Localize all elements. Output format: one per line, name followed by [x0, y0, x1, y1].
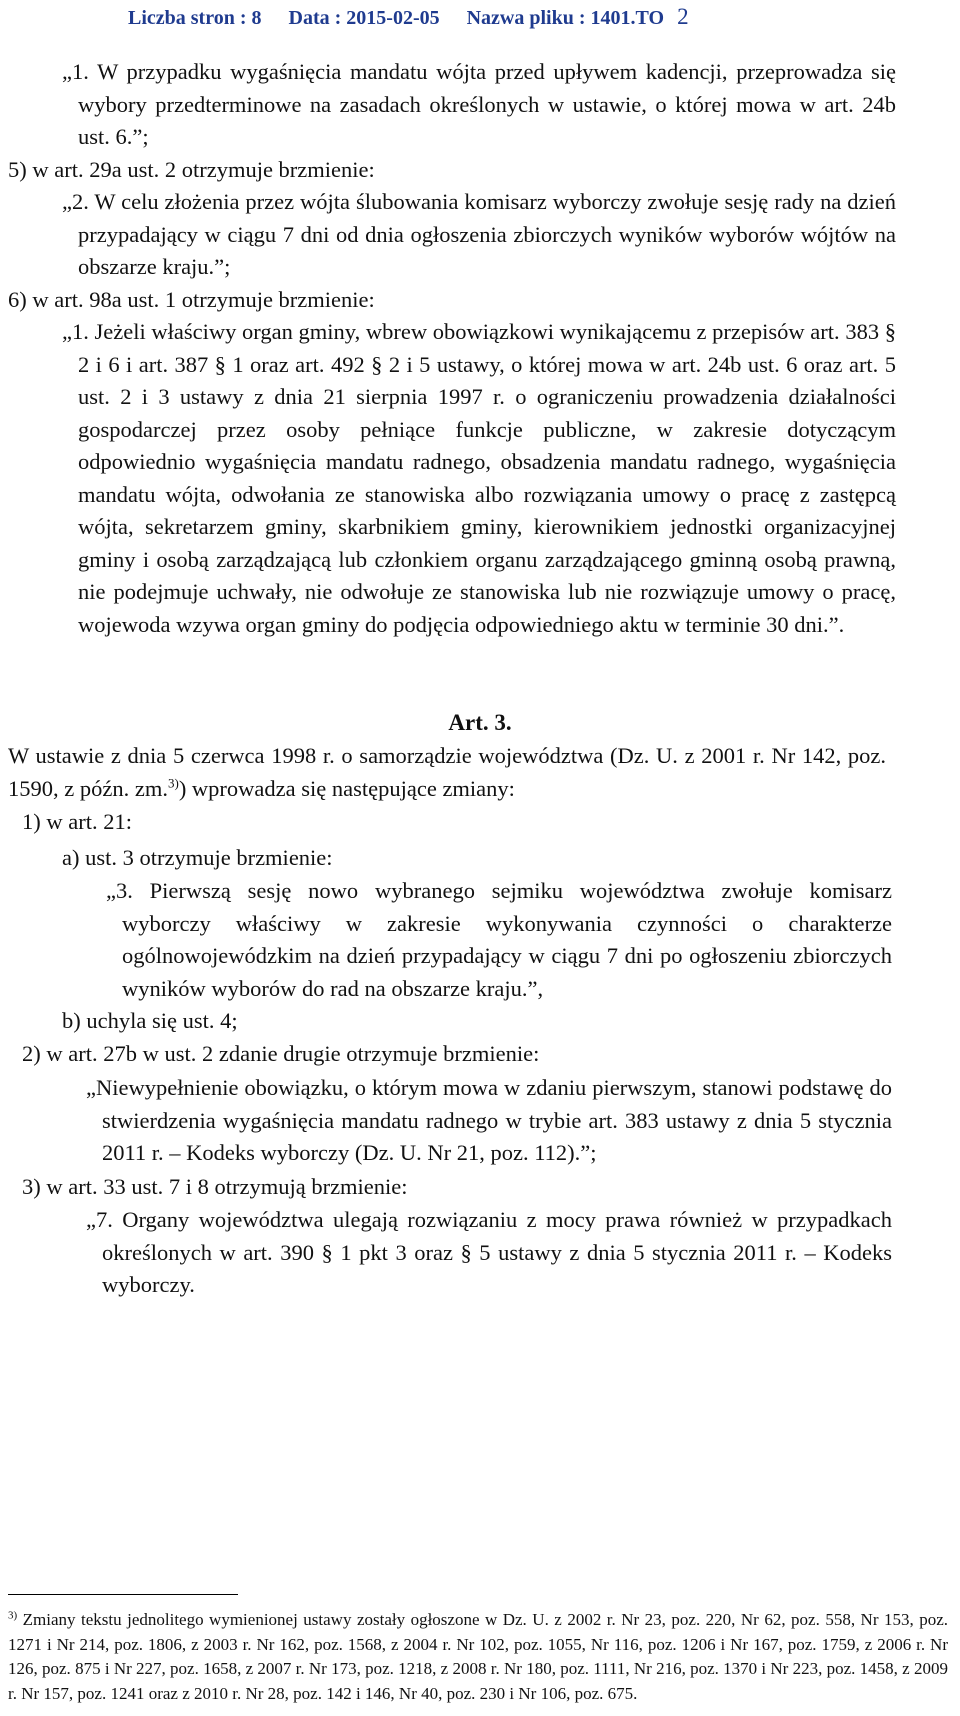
document-header	[128, 4, 940, 38]
file-name: Nazwa pliku : 1401.TO	[466, 7, 665, 29]
article-intro	[8, 740, 886, 805]
page-number: 2	[677, 4, 689, 29]
page-count: Liczba stron : 8	[128, 7, 262, 29]
paragraph-4: „3. Pierwszą sesję nowo wybranego sejmiku województwa zwołuje komisarz wyborczy właściwy w zakresie wykonywania czynności o charakterze ogólnowojewódzkim na dzień przypadający w ciągu 7 dni po ogłoszeniu zbiorczych wyników wyborów do rad na obszarze kraju.”,	[106, 878, 892, 1001]
footnote-mark: 3)	[8, 1609, 18, 1622]
paragraph-3: „1. Jeżeli właściwy organ gminy, wbrew obowiązkowi wynikającemu z przepisów art. 383 § 2 i 6 i art. 387 § 1 oraz art. 492 § 2 i 5 ustawy, o której mowa w art. 24b ust. 6 oraz art. 5 ust. 2 i 3 ustawy z dnia 21 sierpnia 1997 r. o ograniczeniu prowadzenia działalności gospodarczej przez osoby pełniące funkcje publiczne, w zakresie dotyczącym odpowiednio wygaśnięcia mandatu radnego, obsadzenia mandatu radnego, wygaśnięcia mandatu wójta, odwołania ze stanowiska albo rozwiązania umowy o pracę z zastępcą wójta, sekretarzem gminy, skarbnikiem gminy, kierownikiem jednostki organizacyjnej gminy i osobą zarządzającą lub członkiem organu zarządzającego gminną osobą prawną, nie podejmuje uchwały, nie odwołuje ze stanowiska lub nie rozwiązuje umowy o pracę, wojewoda wzywa organ gminy do podjęcia odpowiedniego aktu w terminie 30 dni.”.	[62, 319, 896, 637]
footnote-text: Zmiany tekstu jednolitego wymienionej ustawy zostały ogłoszone w Dz. U. z 2002 r. Nr 23, poz. 220, Nr 62, poz. 558, Nr 153, poz. 1271 i Nr 214, poz. 1806, z 2003 r. Nr 162, poz. 1568, z 2004 r. Nr 102, poz. 1055, Nr 116, poz. 1206 i Nr 167, poz. 1759, z 2006 r. Nr 126, poz. 875 i Nr 227, poz. 1658, z 2007 r. Nr 173, poz. 1218, z 2008 r. Nr 180, poz. 1111, Nr 216, poz. 1370 i Nr 223, poz. 1458, z 2009 r. Nr 157, poz. 1241 oraz z 2010 r. Nr 28, poz. 142 i 146, Nr 40, poz. 230 i Nr 106, poz. 675.	[8, 1610, 948, 1703]
paragraph-item-5: 5) w art. 29a ust. 2 otrzymuje brzmienie:	[8, 157, 375, 182]
article-intro-text-end: ) wprowadza się następujące zmiany:	[178, 775, 515, 801]
paragraph-1: „1. W przypadku wygaśnięcia mandatu wójta przed upływem kadencji, przeprowadza się wybory przedterminowe na zasadach określonych w ustawie, o której mowa w art. 24b ust. 6.”;	[62, 59, 896, 149]
document-date: Data : 2015-02-05	[288, 7, 440, 29]
item-2: 2) w art. 27b w ust. 2 zdanie drugie otrzymuje brzmienie:	[22, 1041, 540, 1066]
footnote-separator	[8, 1594, 238, 1595]
article-title: Art. 3.	[448, 710, 512, 735]
paragraph-2: „2. W celu złożenia przez wójta ślubowania komisarz wyborczy zwołuje sesję rady na dzień przypadający w ciągu 7 dni od dnia ogłoszenia zbiorczych wyników wyborów wójtów na obszarze kraju.”;	[62, 189, 896, 279]
footnote-reference[interactable]: 3)	[167, 775, 179, 790]
item-3: 3) w art. 33 ust. 7 i 8 otrzymują brzmienie:	[22, 1174, 408, 1199]
paragraph-5: „Niewypełnienie obowiązku, o którym mowa w zdaniu pierwszym, stanowi podstawę do stwierdzenia wygaśnięcia mandatu radnego w trybie art. 383 ustawy z dnia 5 stycznia 2011 r. – Kodeks wyborczy (Dz. U. Nr 21, poz. 112).”;	[86, 1075, 892, 1165]
paragraph-6: „7. Organy województwa ulegają rozwiązaniu z mocy prawa również w przypadkach określonych w art. 390 § 1 pkt 3 oraz § 5 ustawy z dnia 5 stycznia 2011 r. – Kodeks wyborczy.	[86, 1207, 892, 1297]
paragraph-item-6: 6) w art. 98a ust. 1 otrzymuje brzmienie:	[8, 287, 375, 312]
item-1a: a) ust. 3 otrzymuje brzmienie:	[62, 845, 333, 870]
item-1b: b) uchyla się ust. 4;	[62, 1008, 238, 1033]
footnote	[8, 1608, 948, 1706]
item-1: 1) w art. 21:	[22, 809, 132, 834]
article-intro-text: W ustawie z dnia 5 czerwca 1998 r. o samorządzie województwa (Dz. U. z 2001 r. Nr 142, poz. 1590, z późn. zm.	[8, 743, 886, 801]
